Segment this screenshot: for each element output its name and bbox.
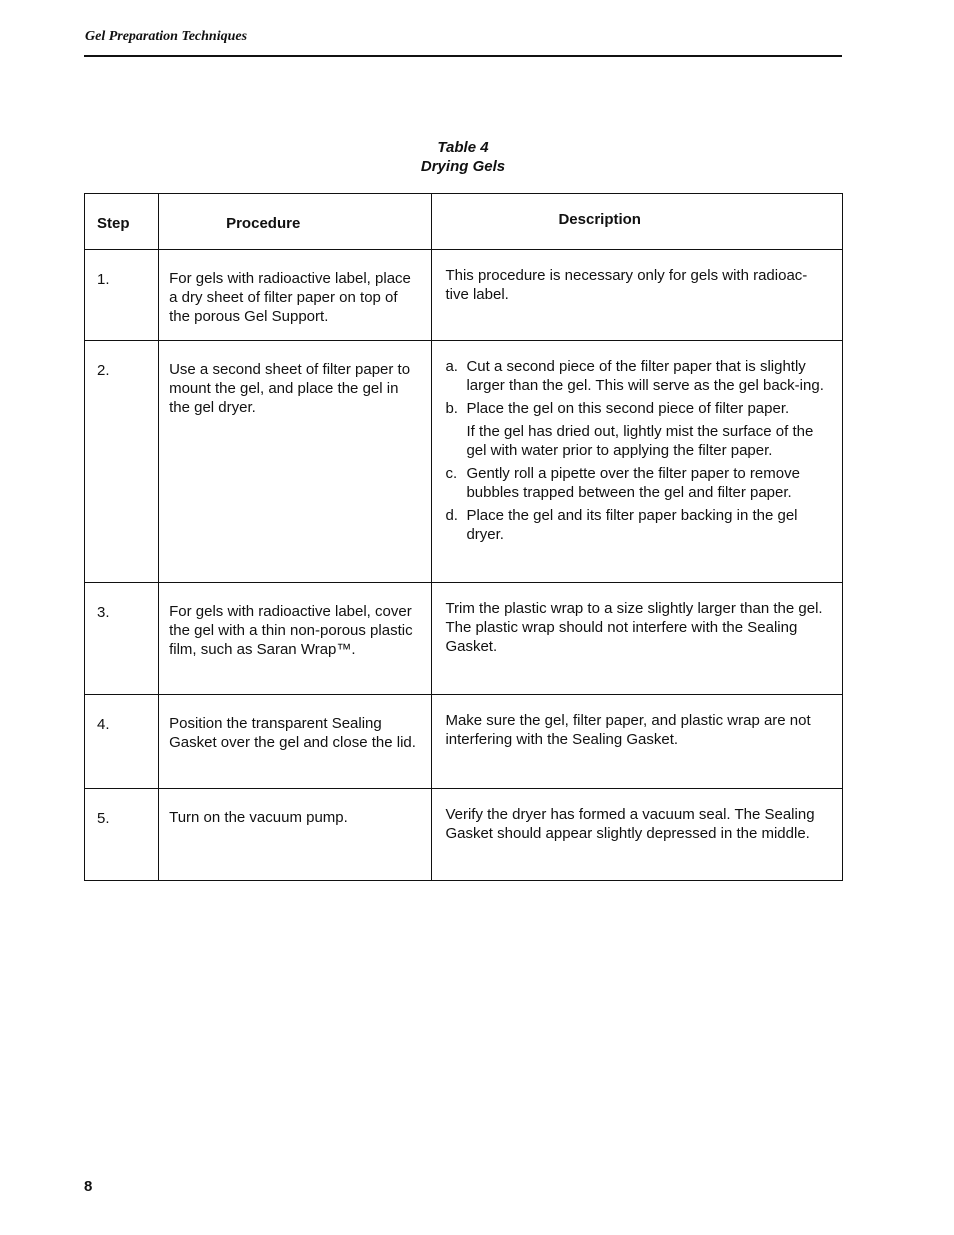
- step-number: 2.: [97, 362, 110, 379]
- column-header-procedure: Procedure: [159, 194, 432, 250]
- description-list-container: [432, 341, 842, 562]
- table-header-row: [85, 194, 843, 250]
- list-item: [445, 357, 830, 395]
- list-item-text: Place the gel on this second piece of filter paper.: [466, 400, 790, 417]
- list-item-note: If the gel has dried out, lightly mist the surface of the gel with water prior to applying the filter paper.: [466, 423, 814, 459]
- description-list: [445, 357, 830, 544]
- step-number: 1.: [97, 271, 110, 288]
- table-label: Table 4: [437, 139, 489, 156]
- step-number: 4.: [97, 716, 110, 733]
- table-row: [85, 250, 843, 341]
- column-header-step: Step: [85, 194, 159, 250]
- procedure-text: For gels with radioactive label, place a dry sheet of filter paper on top of the porous Gel Support.: [169, 270, 411, 325]
- header-rule: [84, 55, 842, 57]
- table-row: [85, 695, 843, 789]
- description-text: Make sure the gel, filter paper, and plastic wrap are not interfering with the Sealing Gasket.: [445, 712, 811, 748]
- table-caption: [84, 138, 842, 176]
- table-row: [85, 583, 843, 695]
- table-row: [85, 341, 843, 583]
- list-item-text: Cut a second piece of the filter paper that is slightly larger than the gel. This will serve as the gel back-ing.: [466, 358, 824, 394]
- list-marker: c.: [445, 465, 458, 482]
- procedure-text: Use a second sheet of filter paper to mount the gel, and place the gel in the gel dryer.: [169, 361, 411, 416]
- list-item-text: Gently roll a pipette over the filter paper to remove bubbles trapped between the gel and filter paper.: [466, 465, 800, 501]
- description-text: Verify the dryer has formed a vacuum seal. The Sealing Gasket should appear slightly depressed in the middle.: [445, 806, 815, 842]
- list-item: [445, 506, 830, 544]
- table-row: [85, 789, 843, 881]
- list-marker: a.: [445, 358, 458, 375]
- procedure-text: Turn on the vacuum pump.: [169, 809, 348, 826]
- procedure-text: Position the transparent Sealing Gasket over the gel and close the lid.: [169, 715, 416, 751]
- drying-gels-table: [84, 193, 843, 881]
- list-item: [445, 399, 830, 460]
- step-number: 3.: [97, 604, 110, 621]
- running-head: Gel Preparation Techniques: [85, 29, 248, 44]
- list-marker: d.: [445, 507, 458, 524]
- step-number: 5.: [97, 810, 110, 827]
- table-title: Drying Gels: [420, 158, 506, 175]
- list-marker: b.: [445, 400, 458, 417]
- page-number: 8: [84, 1178, 93, 1195]
- list-item-text: Place the gel and its filter paper backing in the gel dryer.: [466, 507, 798, 543]
- list-item: [445, 464, 830, 502]
- procedure-text: For gels with radioactive label, cover the gel with a thin non-porous plastic film, such as Saran Wrap™.: [169, 603, 413, 658]
- column-header-description: Description: [432, 194, 843, 250]
- description-text: Trim the plastic wrap to a size slightly larger than the gel. The plastic wrap should not interfere with the Sealing Gasket.: [445, 600, 823, 655]
- description-text: This procedure is necessary only for gels with radioac-tive label.: [445, 267, 808, 303]
